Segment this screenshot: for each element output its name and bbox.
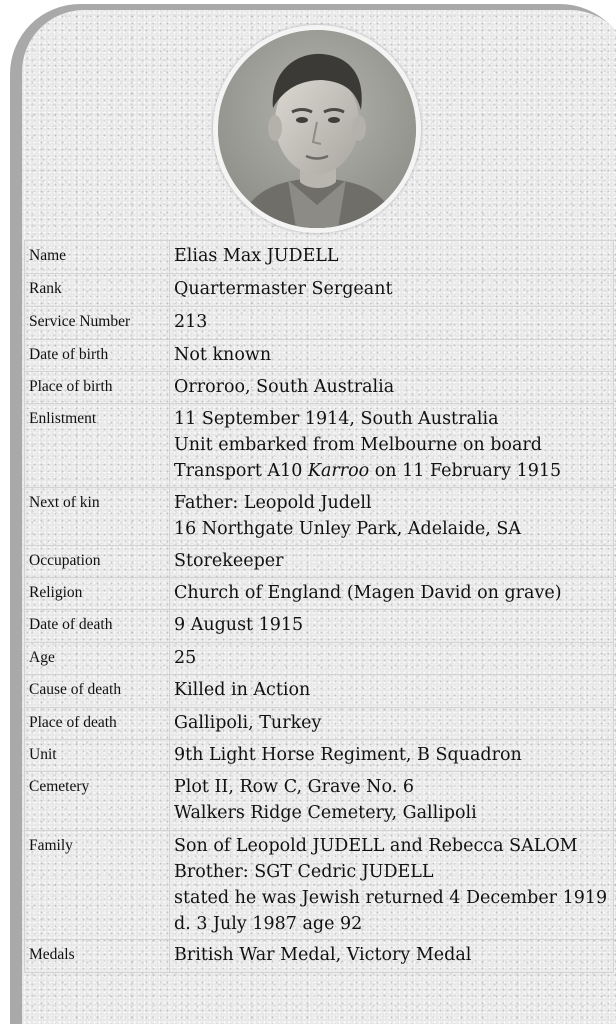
record-value [170,404,614,488]
ship-name: Karroo [307,461,370,481]
record-label: Name [25,241,170,274]
record-value [170,772,614,831]
record-value-line [174,458,613,484]
record-value-line: Gallipoli, Turkey [174,713,322,733]
record-value-line: Storekeeper [174,551,284,571]
record-value-line: Orroroo, South Australia [174,377,395,397]
record-value [170,643,614,675]
record-row [25,307,614,340]
record-label: Cemetery [25,772,170,831]
record-value-line: Unit embarked from Melbourne on board [174,435,542,455]
record-label: Date of death [25,610,170,643]
record-value-line: British War Medal, Victory Medal [174,945,472,965]
portrait-frame [213,25,421,233]
record-label: Service Number [25,307,170,340]
record-value-line: 25 [174,648,197,668]
record-row [25,274,614,307]
record-value-line: Quartermaster Sergeant [174,279,393,299]
record-value [170,740,614,772]
record-label: Place of birth [25,372,170,404]
record-value-line: 16 Northgate Unley Park, Adelaide, SA [174,519,522,539]
record-label: Date of birth [25,340,170,372]
record-label: Enlistment [25,404,170,488]
record-value [170,675,614,708]
record-row [25,675,614,708]
record-value-line: 11 September 1914, South Australia [174,409,499,429]
record-value-line: 9th Light Horse Regiment, B Squadron [174,745,522,765]
record-row [25,546,614,578]
record-value [170,708,614,740]
service-record-body [25,241,614,973]
record-value [170,488,614,546]
record-value-line: d. 3 July 1987 age 92 [174,914,363,934]
record-row [25,708,614,740]
record-value [170,274,614,307]
record-value [170,578,614,610]
soldier-portrait-photo [218,30,416,228]
record-value [170,241,614,274]
record-label: Family [25,831,170,940]
record-value-line: Elias Max JUDELL [174,246,339,266]
record-value [170,307,614,340]
record-row [25,488,614,546]
record-row [25,772,614,831]
record-value-line: Not known [174,345,272,365]
record-row [25,340,614,372]
record-row [25,241,614,274]
record-row [25,372,614,404]
record-value-line: Walkers Ridge Cemetery, Gallipoli [174,803,477,823]
record-value [170,831,614,940]
record-value [170,340,614,372]
record-row [25,643,614,675]
record-label: Place of death [25,708,170,740]
transport-prefix: Transport A10 [174,461,308,481]
record-label: Age [25,643,170,675]
service-record-table [24,240,614,973]
transport-suffix: on 11 February 1915 [369,461,562,481]
record-label: Cause of death [25,675,170,708]
record-row [25,404,614,488]
record-value-line: Church of England (Magen David on grave) [174,583,562,603]
record-value-line: Killed in Action [174,680,311,700]
record-value-line: stated he was Jewish returned 4 December 1919 [174,888,608,908]
record-value [170,940,614,973]
record-label: Occupation [25,546,170,578]
record-label: Religion [25,578,170,610]
record-label: Unit [25,740,170,772]
record-value [170,372,614,404]
record-label: Next of kin [25,488,170,546]
record-value-line: Son of Leopold JUDELL and Rebecca SALOM [174,836,578,856]
record-row [25,940,614,973]
record-label: Medals [25,940,170,973]
record-row [25,610,614,643]
record-value [170,610,614,643]
record-row [25,578,614,610]
record-value-line: Plot II, Row C, Grave No. 6 [174,777,414,797]
record-value-line: Father: Leopold Judell [174,493,372,513]
record-row [25,740,614,772]
record-value-line: Brother: SGT Cedric JUDELL [174,862,434,882]
record-value [170,546,614,578]
record-row [25,831,614,940]
record-value-line: 9 August 1915 [174,615,304,635]
record-label: Rank [25,274,170,307]
record-value-line: 213 [174,312,208,332]
